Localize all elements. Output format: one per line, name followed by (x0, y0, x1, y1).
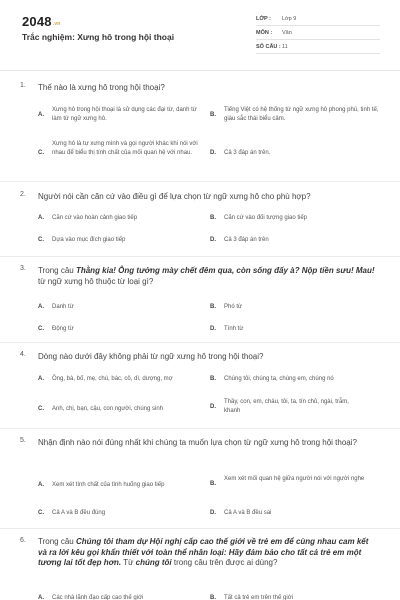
meta-value: Lớp 9 (282, 16, 297, 22)
question-text-mid: Từ (121, 558, 136, 567)
question-quote: Chúng tôi tham dự Hội nghị cấp cao thế giới về trẻ em để cùng nhau cam kết và ra lời kêu gọi khẩn thiết với toàn thể nhân loại: Hãy đảm bảo cho tất cả trẻ em một tương lai tốt đẹp hơn. (38, 537, 369, 567)
question-divider (0, 256, 400, 257)
option-letter: C. (38, 237, 44, 243)
header (0, 0, 400, 70)
option-letter: B. (210, 215, 216, 221)
option-text: Xem xét tính chất của tình huống giao tiếp (52, 482, 165, 488)
meta-divider (256, 39, 380, 40)
option-letter: C. (38, 406, 44, 412)
question-keyword: chúng tôi (135, 558, 172, 567)
option-text: Căn cứ vào đối tượng giao tiếp (224, 215, 308, 221)
option-text: Động từ (52, 326, 74, 332)
option-letter: D. (210, 237, 216, 243)
question-text (38, 265, 378, 287)
option-letter: B. (210, 376, 216, 382)
option-text: Dựa vào mục đích giao tiếp (52, 237, 126, 243)
meta-key: SỐ CÂU : (256, 44, 281, 50)
question-text-pre: Trong câu (38, 266, 76, 275)
logo-text: 2048 (22, 14, 52, 29)
option-letter: A. (38, 304, 44, 310)
option-letter: B. (210, 304, 216, 310)
site-logo[interactable] (22, 14, 61, 29)
quiz-title: Trắc nghiệm: Xưng hô trong hội thoại (22, 32, 175, 42)
option-text: Xưng hô là tự xưng mình và gọi người khác khi nói với nhau để biểu thị tính chất của mối quan hệ với nhau. (52, 141, 198, 156)
question-text (38, 537, 378, 569)
question-divider (0, 428, 400, 429)
question-divider (0, 528, 400, 529)
option-letter: B. (210, 112, 216, 118)
option-letter: A. (38, 112, 44, 118)
meta-key: MÔN : (256, 30, 273, 36)
option-text: Thầy, con, em, cháu, tôi, ta, tín chủ, ngài, trẫm, khanh (224, 399, 349, 414)
question-text: Dòng nào dưới đây không phải từ ngữ xưng hô trong hội thoại? (38, 352, 264, 361)
option-text: Phó từ (224, 304, 243, 310)
option-text: Xưng hô trong hội thoại là sử dụng các đại từ, danh từ làm từ ngữ xưng hô. (52, 107, 197, 122)
meta-value: 11 (282, 44, 288, 50)
option-text: Cả 3 đáp án trên (224, 237, 269, 243)
question-text: Người nói cần căn cứ vào điều gì để lựa chọn từ ngữ xưng hô cho phù hợp? (38, 192, 311, 201)
option-letter: D. (210, 326, 216, 332)
option-text: Xem xét mối quan hệ giữa người nói với người nghe (224, 476, 365, 482)
option-letter: B. (210, 595, 216, 600)
question-number: 3. (20, 265, 26, 272)
meta-divider (256, 53, 380, 54)
question-number: 5. (20, 437, 26, 444)
option-letter: D. (210, 404, 216, 410)
option-text: Căn cứ vào hoàn cảnh giao tiếp (52, 215, 138, 221)
question-text-pre: Trong câu (38, 537, 76, 546)
option-letter: A. (38, 595, 44, 600)
option-text: Danh từ (52, 304, 74, 310)
option-letter: C. (38, 510, 44, 516)
question-divider (0, 342, 400, 343)
option-text: Tất cả trẻ em trên thế giới (224, 595, 293, 600)
option-letter: C. (38, 326, 44, 332)
question-text-post: trong câu trên được ai dùng? (171, 558, 278, 567)
option-letter: A. (38, 215, 44, 221)
header-divider (0, 70, 400, 71)
option-text: Các nhà lãnh đạo cấp cao thế giới (52, 595, 144, 600)
option-letter: D. (210, 510, 216, 516)
option-letter: A. (38, 376, 44, 382)
question-number: 2. (20, 191, 26, 198)
option-text: Ông, bà, bố, mẹ, chú, bác, cô, dì, dượng, mợ (52, 376, 173, 382)
option-text: Tính từ (224, 326, 244, 332)
option-letter: C. (38, 150, 44, 156)
option-text: Chúng tôi, chúng ta, chúng em, chúng nó (224, 376, 334, 382)
option-letter: A. (38, 482, 44, 488)
question-text: Nhận định nào nói đúng nhất khi chúng ta muốn lựa chọn từ ngữ xưng hô trong hội thoại? (38, 438, 357, 447)
question-text-post: từ ngữ xưng hô thuộc từ loại gì? (38, 277, 154, 286)
logo-suffix: .vn (52, 21, 61, 27)
option-text: Cả A và B đều đúng (52, 510, 106, 516)
question-quote: Thằng kia! Ông tưởng mày chết đêm qua, còn sống đấy à? Nộp tiền sưu! Mau! (75, 266, 375, 275)
option-text: Cả A và B đều sai (224, 510, 272, 516)
question-number: 6. (20, 537, 26, 544)
meta-key: LỚP : (256, 16, 271, 22)
question-divider (0, 181, 400, 182)
question-number: 1. (20, 82, 26, 89)
question-number: 4. (20, 351, 26, 358)
option-text: Anh, chị, bạn, cậu, con người, chúng sinh (52, 406, 164, 412)
meta-value: Văn (282, 30, 292, 36)
meta-divider (256, 25, 380, 26)
option-letter: D. (210, 150, 216, 156)
option-text: Cả 3 đáp án trên. (224, 150, 271, 156)
option-text: Tiếng Việt có hệ thống từ ngữ xưng hô phong phú, tinh tế, giàu sắc thái biểu cảm. (224, 107, 379, 122)
option-letter: B. (210, 481, 216, 487)
question-text: Thế nào là xưng hô trong hội thoại? (38, 83, 165, 92)
